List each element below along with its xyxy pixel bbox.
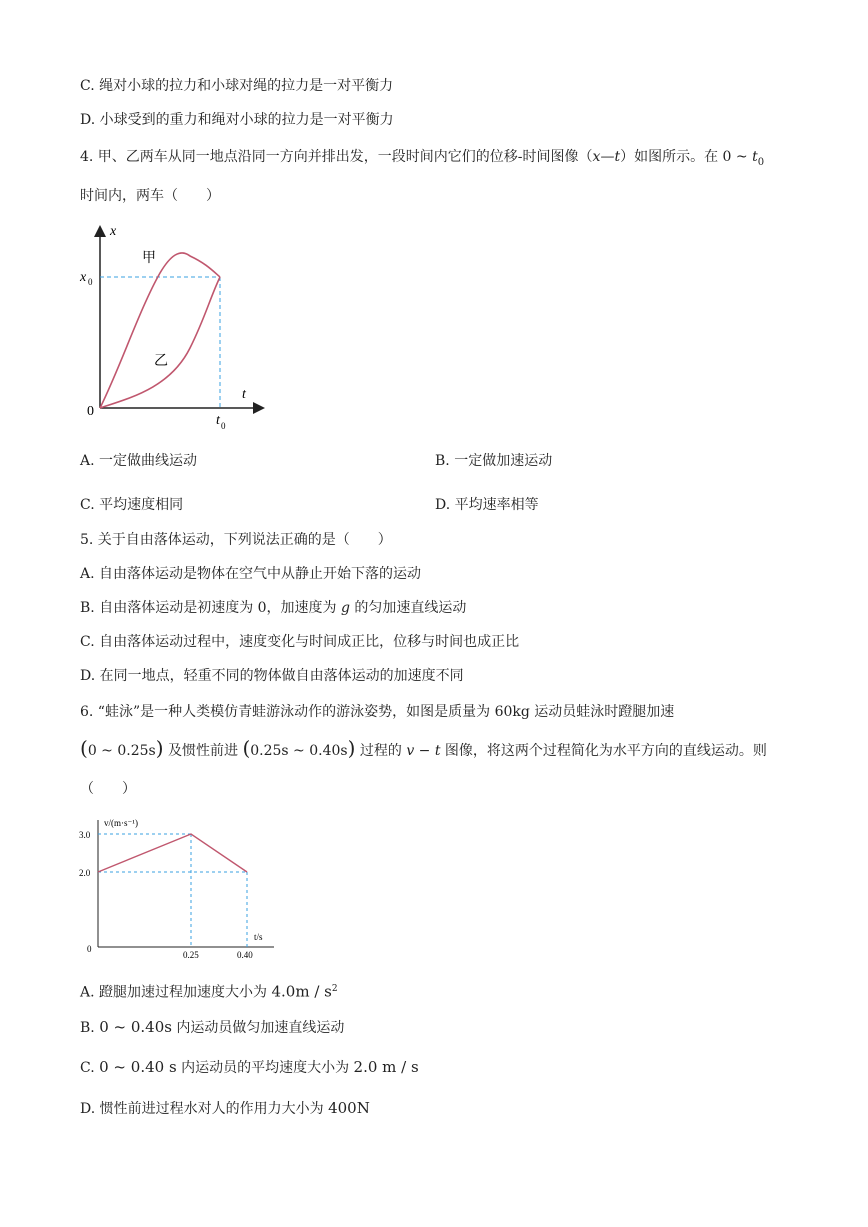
q5-option-b	[80, 598, 466, 618]
q6-stem-line2: (0 ~ 0.25s) 及惯性前进 (0.25s ~ 0.40s) 过程的 v − t 图像，将这两个过程简化为水平方向的直线运动。则	[80, 736, 767, 760]
q6-x-tick-025: 0.25	[183, 950, 199, 960]
q4-stem-var: x—t	[592, 149, 621, 165]
q4-option-d: D. 平均速率相等	[435, 497, 539, 513]
q6-vt-graph	[70, 812, 290, 962]
q4-label-origin: 0	[87, 404, 94, 419]
q4-option-a: A. 一定做曲线运动	[80, 453, 198, 469]
q6-stem-line3: （ ）	[80, 781, 136, 797]
q6-vt-line	[98, 834, 247, 872]
q6-option-c	[80, 1057, 419, 1078]
q4-option-c: C. 平均速度相同	[80, 497, 184, 513]
q4-option-b: B. 一定做加速运动	[435, 453, 553, 469]
q4-xt-graph	[70, 218, 280, 438]
q3-option-c: C. 绳对小球的拉力和小球对绳的拉力是一对平衡力	[80, 78, 394, 94]
q6-option-d	[80, 1098, 370, 1119]
q6-option-c-text-b: 内运动员的平均速度大小为	[176, 1060, 354, 1076]
q6-interval-2: 0.25s ~ 0.40s	[250, 743, 348, 759]
q6-option-b-val: 0 ~ 0.40s	[99, 1018, 172, 1036]
q6-option-d-text: D. 惯性前进过程水对人的作用力大小为	[80, 1101, 329, 1117]
q4-label-x: x	[110, 224, 117, 239]
q6-stem-line1: 6. “蛙泳”是一种人类模仿青蛙游泳动作的游泳姿势，如图是质量为 60kg 运动员蛙泳时蹬腿加速	[80, 704, 675, 720]
q5-option-b-text-a: B. 自由落体运动是初速度为 0，加速度为	[80, 600, 341, 616]
q4-label-jia: 甲	[142, 251, 156, 266]
q6-vt: v − t	[406, 743, 441, 759]
q6-y-tick-3: 3.0	[79, 830, 91, 840]
q6-option-a-sup: 2	[331, 984, 338, 994]
q4-stem-text-a: 4. 甲、乙两车从同一地点沿同一方向并排出发，一段时间内它们的位移-时间图像（	[80, 149, 593, 165]
q6-option-b	[80, 1017, 344, 1038]
q5-option-a: A. 自由落体运动是物体在空气中从静止开始下落的运动	[80, 566, 422, 582]
q5-option-b-text-b: 的匀加速直线运动	[349, 600, 467, 616]
q4-stem	[80, 147, 764, 173]
q6-interval-1: 0 ~ 0.25s	[87, 743, 156, 759]
q4-curve-jia	[100, 253, 220, 408]
q6-option-a	[80, 979, 338, 1003]
q6-y-tick-2: 2.0	[79, 868, 91, 878]
q6-option-b-text-a: B.	[80, 1020, 100, 1036]
q6-stem-end-b: 图像，将这两个过程简化为水平方向的直线运动。则	[440, 743, 767, 759]
q5-stem: 5. 关于自由落体运动，下列说法正确的是（ ）	[80, 532, 392, 548]
q6-x-tick-040: 0.40	[237, 950, 253, 960]
q4-label-x0: x	[80, 270, 87, 285]
q5-option-c: C. 自由落体运动过程中，速度变化与时间成正比，位移与时间也成正比	[80, 634, 520, 650]
q4-label-yi: 乙	[154, 354, 168, 369]
q4-stem-t: t	[752, 149, 758, 165]
q6-x-label: t/s	[254, 932, 263, 942]
q6-option-b-text-b: 内运动员做匀加速直线运动	[171, 1020, 345, 1036]
q6-origin: 0	[87, 944, 92, 954]
q4-label-t0: t	[216, 413, 220, 428]
q3-option-d: D. 小球受到的重力和绳对小球的拉力是一对平衡力	[80, 112, 394, 128]
q6-option-c-val: 0 ~ 0.40 s	[99, 1058, 177, 1076]
q6-option-d-val: 400N	[328, 1099, 370, 1117]
q6-option-c-text-a: C.	[80, 1060, 100, 1076]
q6-option-a-val: 4.0m / s	[271, 982, 332, 1001]
q4-label-x0-sub: 0	[88, 277, 93, 287]
q5-option-b-g: g	[341, 600, 350, 616]
q6-stem-end-a: 过程的	[355, 743, 407, 759]
q4-label-t0-sub: 0	[221, 421, 226, 431]
q6-stem-mid: 及惯性前进	[163, 743, 243, 759]
q5-option-d: D. 在同一地点，轻重不同的物体做自由落体运动的加速度不同	[80, 668, 464, 684]
q6-option-c-val2: 2.0 m / s	[353, 1058, 419, 1076]
q4-stem-line2: 时间内，两车（ ）	[80, 188, 220, 204]
q6-option-a-text: A. 蹬腿加速过程加速度大小为	[80, 984, 272, 1001]
q4-curve-yi	[100, 277, 220, 408]
q4-stem-t-sub: 0	[757, 156, 765, 168]
q4-stem-text-b: ）如图所示。在 0 ~	[620, 149, 753, 165]
q4-label-t: t	[242, 387, 246, 402]
q6-y-label: v/(m·s⁻¹)	[104, 818, 138, 828]
